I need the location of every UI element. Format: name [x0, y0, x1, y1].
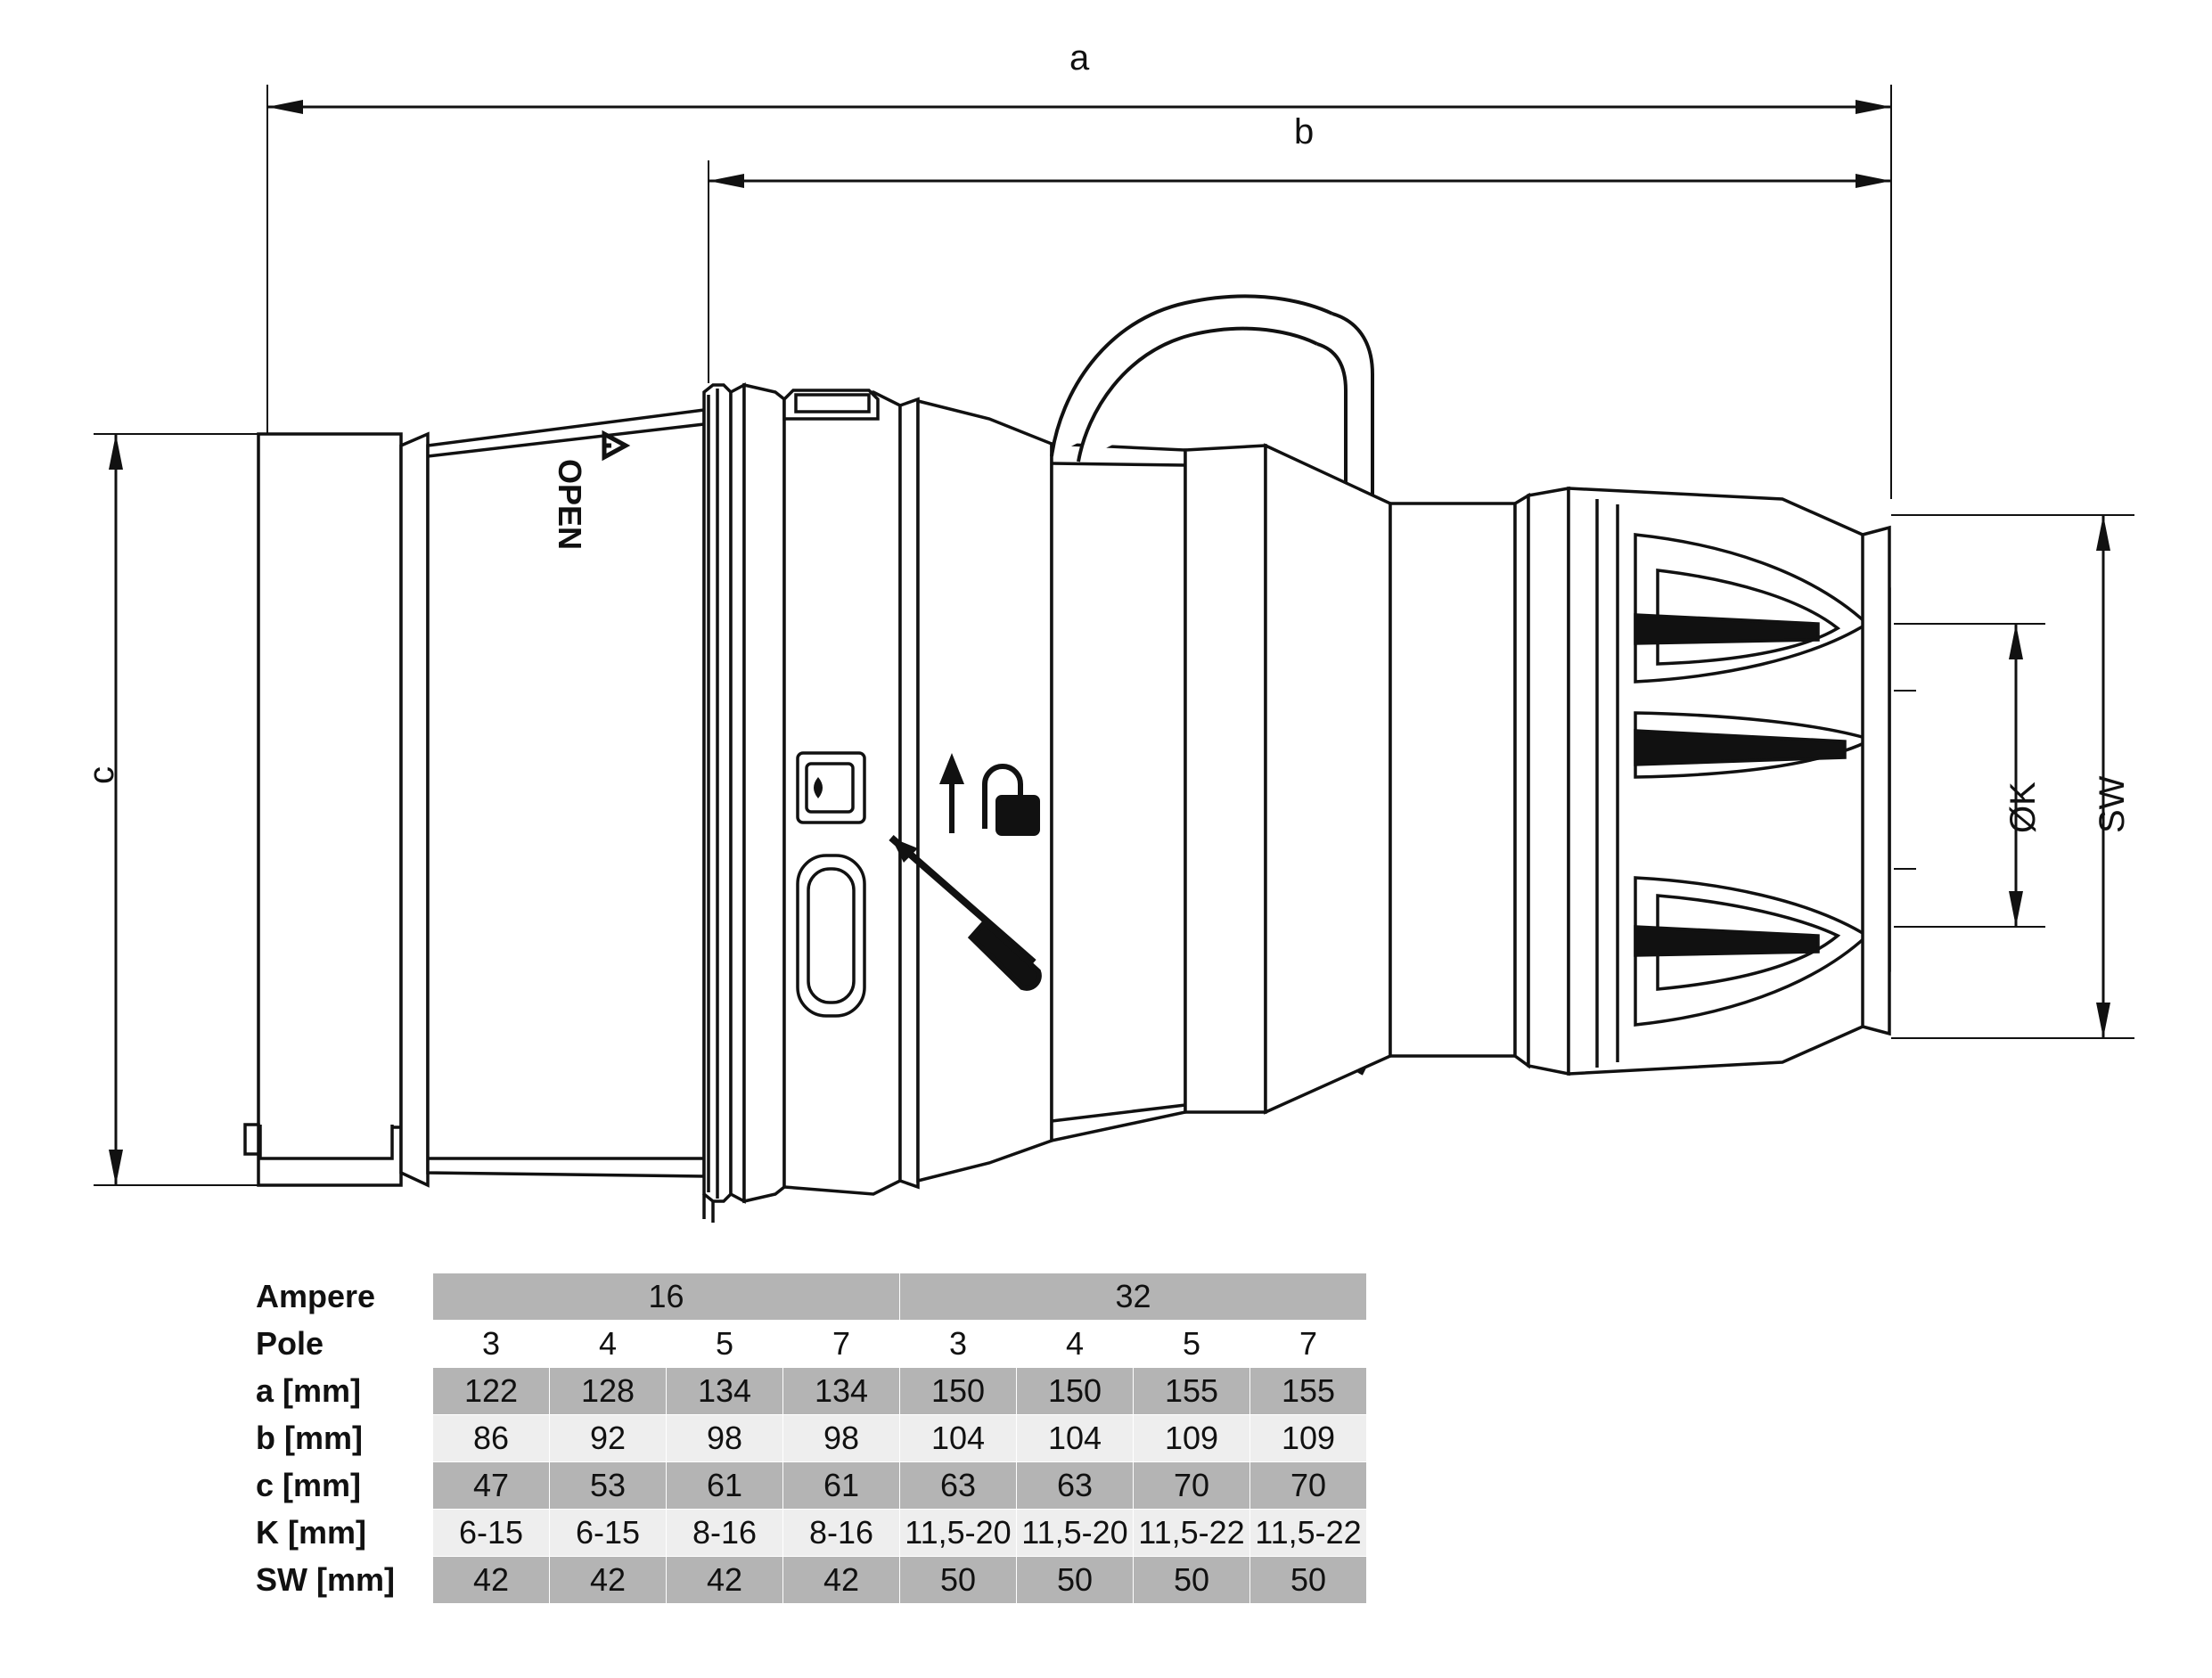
- table-cell: 63: [900, 1462, 1017, 1510]
- table-cell: 42: [783, 1557, 900, 1604]
- table-cell: 50: [1017, 1557, 1134, 1604]
- table-cell: 3: [900, 1321, 1017, 1368]
- table-cell: 50: [1134, 1557, 1250, 1604]
- table-cell: 11,5-22: [1250, 1510, 1367, 1557]
- table-cell: 86: [433, 1415, 550, 1462]
- table-group-cell: 32: [900, 1273, 1367, 1321]
- table-cell: 50: [1250, 1557, 1367, 1604]
- table-cell: 61: [783, 1462, 900, 1510]
- table-cell: 4: [1017, 1321, 1134, 1368]
- table-cell: 6-15: [550, 1510, 667, 1557]
- specification-table: [242, 1273, 1367, 1604]
- table-cell: 50: [900, 1557, 1017, 1604]
- table-cell: 109: [1134, 1415, 1250, 1462]
- table-cell: 104: [1017, 1415, 1134, 1462]
- table-row: [243, 1557, 1367, 1604]
- table-cell: 8-16: [667, 1510, 783, 1557]
- table-cell: 150: [1017, 1368, 1134, 1415]
- table-cell: 98: [667, 1415, 783, 1462]
- table-row: [243, 1321, 1367, 1368]
- table-cell: 5: [667, 1321, 783, 1368]
- table-cell: 47: [433, 1462, 550, 1510]
- dimension-label-k: ØK: [2003, 782, 2043, 833]
- table-cell: 7: [1250, 1321, 1367, 1368]
- table-cell: 70: [1250, 1462, 1367, 1510]
- table-cell: 7: [783, 1321, 900, 1368]
- table-cell: 11,5-22: [1134, 1510, 1250, 1557]
- table-row: [243, 1368, 1367, 1415]
- table-row: [243, 1462, 1367, 1510]
- table-row: [243, 1273, 1367, 1321]
- table-cell: 128: [550, 1368, 667, 1415]
- table-row: [243, 1415, 1367, 1462]
- table-cell: 63: [1017, 1462, 1134, 1510]
- table-cell: 155: [1250, 1368, 1367, 1415]
- table-row-header: a [mm]: [243, 1368, 433, 1415]
- table-cell: 6-15: [433, 1510, 550, 1557]
- table-cell: 61: [667, 1462, 783, 1510]
- table-row-header: c [mm]: [243, 1462, 433, 1510]
- table-cell: 134: [783, 1368, 900, 1415]
- open-label: OPEN: [552, 459, 588, 551]
- table-cell: 109: [1250, 1415, 1367, 1462]
- table-group-cell: 16: [433, 1273, 900, 1321]
- table-row: [243, 1510, 1367, 1557]
- table-row-header: Ampere: [243, 1273, 433, 1321]
- table-cell: 98: [783, 1415, 900, 1462]
- table-cell: 11,5-20: [900, 1510, 1017, 1557]
- table-cell: 104: [900, 1415, 1017, 1462]
- table-cell: 155: [1134, 1368, 1250, 1415]
- table-cell: 92: [550, 1415, 667, 1462]
- table-cell: 70: [1134, 1462, 1250, 1510]
- table-row-header: K [mm]: [243, 1510, 433, 1557]
- table-row-header: b [mm]: [243, 1415, 433, 1462]
- table-cell: 122: [433, 1368, 550, 1415]
- dimension-k: [1894, 624, 2045, 927]
- table-row-header: Pole: [243, 1321, 433, 1368]
- dimension-label-sw: SW: [2093, 775, 2132, 833]
- table-cell: 42: [667, 1557, 783, 1604]
- table-cell: 4: [550, 1321, 667, 1368]
- table-cell: 5: [1134, 1321, 1250, 1368]
- dimension-label-b: b: [1294, 112, 1315, 151]
- table-cell: 42: [550, 1557, 667, 1604]
- table-cell: 53: [550, 1462, 667, 1510]
- dimension-c: [94, 434, 267, 1185]
- dimension-label-a: a: [1069, 38, 1090, 78]
- table-row-header: SW [mm]: [243, 1557, 433, 1604]
- table-cell: 150: [900, 1368, 1017, 1415]
- plug-body-outline: [245, 296, 1889, 1223]
- table-cell: 8-16: [783, 1510, 900, 1557]
- table-cell: 11,5-20: [1017, 1510, 1134, 1557]
- table-cell: 3: [433, 1321, 550, 1368]
- dimension-label-c: c: [82, 766, 121, 784]
- table-cell: 42: [433, 1557, 550, 1604]
- table-cell: 134: [667, 1368, 783, 1415]
